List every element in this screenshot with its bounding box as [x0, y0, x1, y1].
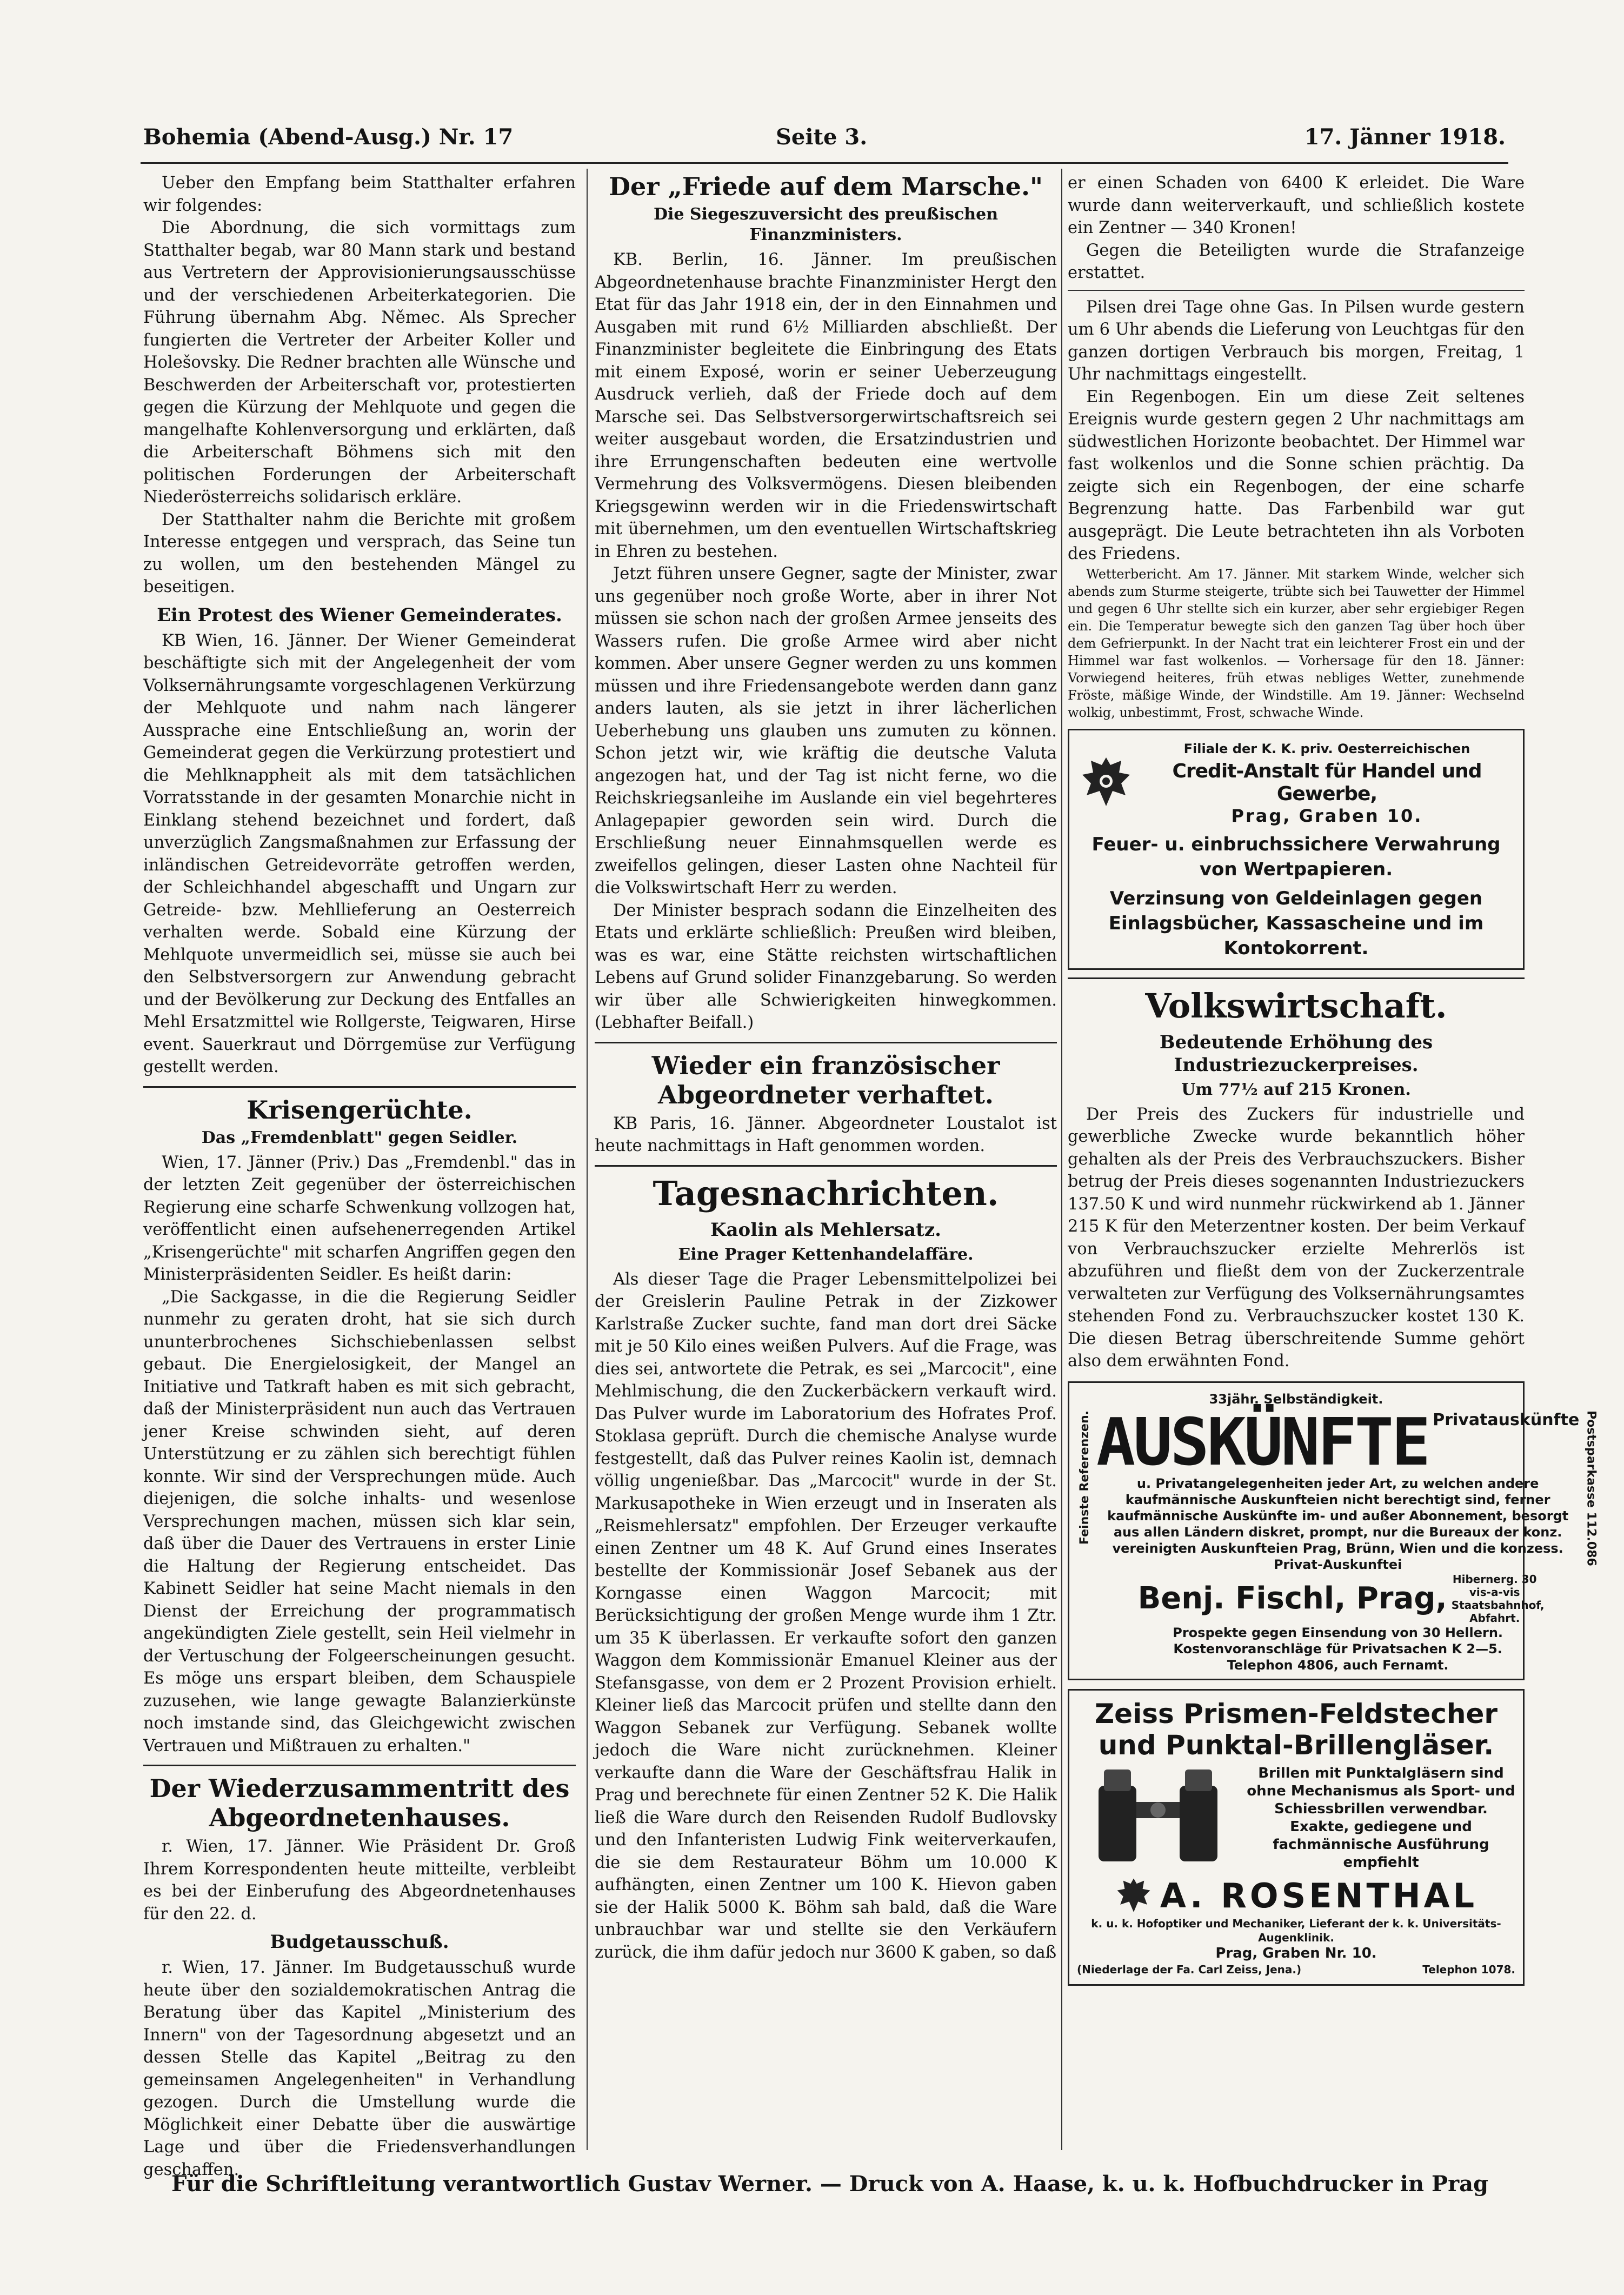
double-eagle-icon — [1115, 1875, 1153, 1917]
double-eagle-icon — [1079, 753, 1133, 813]
ad-ausk-side: Privatauskünfte — [1433, 1411, 1580, 1429]
paragraph: Der Minister besprach sodann die Einzelheiten des Etats und erklärte schließlich: Preußen wird bleiben, was es war, eine Stätte reichsten wirtschaftlichen Lebens auf Grund solider Finanzgebarung. So werden wir über alle Schwierigkeiten hinwegkommen. (Lebhafter Beifall.) — [595, 901, 1057, 1032]
headline-krisen: Krisengerüchte. — [247, 1095, 472, 1125]
paragraph: Wien, 17. Jänner (Priv.) Das „Fremdenbl." das in der letzten Zeit gegenüber der österreichischen Regierung eine scharfe Schwenkung vollzogen hat, veröffentlicht einen aufsehenerregenden Artikel „Krisengerüchte" mit scharfen Angriffen gegen den Ministerpräsidenten Seidler. Es heißt darin: — [143, 1153, 576, 1284]
headline-friede: Der „Friede auf dem Marsche." — [609, 172, 1043, 201]
masthead-issue: Bohemia (Abend-Ausg.) Nr. 17 — [143, 124, 514, 150]
column-3 — [1068, 172, 1598, 2151]
subheadline-friede: Die Siegeszuversicht des preußischen Finanzministers. — [653, 205, 999, 244]
ad-zeiss-txt: Brillen mit Punktalgläsern sind ohne Mechanismus als Sport- und Schiessbrillen verwendbar. Exakte, gediegene und fachmännische Ausführung empfiehlt — [1247, 1765, 1515, 1871]
headline-kaolin: Kaolin als Mehlersatz. — [710, 1219, 942, 1241]
paragraph: Die Abordnung, die sich vormittags zum Statthalter begab, war 80 Mann stark und bestand aus Vertretern der Approvisionierungsausschüsse und der verschiedenen Arbeiterkategorien. Die Führung übernahm Abg. Němec. Als Sprecher fungierten die Vertreter der Arbeiter Koller und Holešovsky. Die Redner brachten alle Wünsche und Beschwerden der Arbeiterschaft vor, protestierten gegen die Kürzung der Mehlquote und gegen die mangelhafte Kohlenversorgung und erklärten, daß die Arbeiterschaft Böhmens sich mit den politischen Forderungen der Arbeiterschaft Niederösterreichs solidarisch erkläre. — [143, 218, 576, 507]
paragraph: r. Wien, 17. Jänner. Im Budgetausschuß wurde heute über den sozialdemokratischen Antrag die Beratung über das Kapitel „Ministerium des Innern" von der Tagesordnung abgesetzt und an dessen Stelle das Kapitel „Beitrag zu den gemeinsamen Angelegenheiten" in Verhandlung gezogen. Durch die Umstellung wurde die Möglichkeit einer Debatte über die auswärtige Lage und über die Friedensverhandlungen geschaffen. — [143, 1958, 576, 2179]
headline-budget: Budgetausschuß. — [270, 1931, 449, 1953]
ad-zeiss-sub: k. u. k. Hofoptiker und Mechaniker, Lieferant der k. k. Universitäts-Augenklinik. — [1091, 1917, 1501, 1944]
ad-credit-firm: Credit-Anstalt für Handel und Gewerbe, — [1172, 760, 1482, 805]
header-rule — [141, 162, 1508, 164]
page-number: Seite 3. — [776, 124, 868, 150]
paragraph: Jetzt führen unsere Gegner, sagte der Minister, zwar uns gegenüber noch große Worte, aber in ihrer Not müssen sie schon nach der großen Armee jenseits des Wassers rufen. Die große Armee wird aber nicht kommen. Aber unsere Gegner werden zu uns kommen müssen und ihre Friedensangebote werden dann ganz anders lauten, als sie jetzt in ihrer lächerlichen Ueberhebung uns glauben uns zumuten zu können. Schon jetzt wir, wie kräftig die deutsche Valuta angezogen hat, und der Tag ist nicht ferne, wo die Reichskriegsanleihe im Auslande ein viel begehrteres Anlagepapier geworden sein wird. Durch die Erschließung neuer Einnahmsquellen werde es zweifellos gelingen, dieser Lasten ohne Nachteil für die Volkswirtschaft Herr zu werden. — [595, 564, 1057, 897]
ad-credit-line5: Verzinsung von Geldeinlagen gegen Einlagsbücher, Kassascheine und im Kontokorrent. — [1108, 887, 1484, 959]
ad-credit-line1: Filiale der K. K. priv. Oesterreichischen — [1183, 741, 1470, 756]
ad-credit-line4: Feuer- u. einbruchssichere Verwahrung von Wertpapieren. — [1091, 833, 1501, 880]
paragraph: Der Preis des Zuckers für industrielle und gewerbliche Zwecke wurde bekanntlich höher gehalten als der Preis des Verbrauchszuckers. Bisher betrug der Preis dieses sogenannten Industriezuckers 137.50 K und wird nunmehr rückwirkend ab 1. Jänner 215 K für den Meterzentner kosten. Der beim Verkauf von Verbrauchszucker erzielte Mehrerlös ist abzuführen und fließt dem von der Zuckerzentrale verwalteten zur Verfügung des Volksernährungsamtes stehenden Fond zu. Verbrauchszucker kostet 130 K. Die diesen Betrag überschreitende Summe gehört also dem erwähnten Fond. — [1068, 1105, 1525, 1371]
column-divider — [587, 169, 588, 2150]
printer-imprint: Für die Schriftleitung verantwortlich Gustav Werner. — Druck von A. Haase, k. u. k. Hofbuchdrucker in Prag — [171, 2171, 1489, 2197]
paragraph: Pilsen drei Tage ohne Gas. In Pilsen wurde gestern um 6 Uhr abends die Lieferung von Leuchtgas für den ganzen dortigen Verbrauch bis morgen, Freitag, 1 Uhr nachmittags eingestellt. — [1068, 297, 1525, 384]
paragraph: KB. Berlin, 16. Jänner. Im preußischen Abgeordnetenhause brachte Finanzminister Hergt den Etat für das Jahr 1918 ein, der in den Einnahmen und Ausgaben mit rund 6½ Milliarden abschließt. Der Finanzminister begleitete die Einbringung des Etats mit einem Exposé, worin er seiner Ueberzeugung Ausdruck verlieh, daß der Friede doch auf dem Marsche sei. Das Selbstversorgerwirtschaftsreich sei weiter ausgebaut worden, die Ersatzindustrien und ihre Errungenschaften bedeuten eine wertvolle Vermehrung des Volksvermögens. Diesen bleibenden Kriegsgewinn werden wir in die Friedenswirtschaft mit übernehmen, um den eventuellen Wirtschaftskrieg in Ehren zu bestehen. — [595, 250, 1057, 561]
article-rule — [143, 1086, 576, 1088]
ad-ausk-left: Feinste Referenzen. — [1078, 1411, 1091, 1545]
ad-ausk-tel: Telephon 4806, auch Fernamt. — [1227, 1658, 1449, 1673]
ad-ausk-pros: Prospekte gegen Einsendung von 30 Hellern. Kostenvoranschläge für Privatsachen K 2—5. — [1173, 1625, 1503, 1657]
ad-ausk-body: u. Privatangelegenheiten jeder Art, zu welchen andere kaufmännische Auskunfteien nicht berechtigt sind, ferner kaufmännische Auskünfte im- und außer Abonnement, besorgt aus allen Ländern diskret, prompt, nur die Bureaux der konz. vereinigten Auskunfteien Prag, Brünn, Wien und die konzess. Privat-Auskunftei — [1107, 1476, 1569, 1572]
paragraph: Als dieser Tage die Prager Lebensmittelpolizei bei der Greislerin Pauline Petrak in der Zizkower Karlstraße Zucker suchte, fand man dort drei Säcke mit je 50 Kilo eines weißen Pulvers. Auf die Frage, was dies sei, antwortete die Petrak, es sei „Marcocit", eine Mehlmischung, die den Zuckerbäckern verkauft wird. Das Pulver wurde im Laboratorium des Hofrates Prof. Stoklasa geprüft. Durch die chemische Analyse wurde festgestellt, daß das Pulver reines Kaolin ist, demnach völlig ungenießbar. Das „Marcocit" wurde in der St. Markusapotheke in Wien erzeugt und in Inseraten als „Reismehlersatz" empfohlen. Der Erzeuger verkaufte einen Zentner um 48 K. Auf Grund eines Inserates bestellte der Kommissionär Josef Sebanek aus der Korngasse einen Waggon Marcocit; mit Berücksichtigung der großen Menge wurde ihm 1 Ztr. um 35 K überlassen. Er verkaufte sofort den ganzen Waggon dem Kommissionär Emanuel Kleiner aus der Stefansgasse, von dem er 2 Prozent Provision erhielt. Kleiner ließ das Marcocit prüfen und stellte dann den Waggon Sebanek zur Verfügung. Sebanek wollte jedoch die Ware nicht zurücknehmen. Kleiner verkaufte dann die Ware der Geschäftsfrau Halik in Prag und berechnete für einen Zentner 52 K. Die Halik ließ die Ware durch den Reisenden Rudolf Budlovsky und den Infanteristen Ludwig Fink weiterverkaufen, die sie dem Restaurateur Böhm um 10.000 K aufhängten, einen Zentner um 100 K. Hievon gaben sie der Halik 5000 K. Böhm sah bald, daß die Ware unbrauchbar war und stellte sie den Verkäufern zurück, die ihm dafür jedoch nur 3600 K gaben, so daß — [595, 1269, 1057, 1962]
ad-ausk-addr: Hibernerg. 30 vis-a-vis Staatsbahnhof, Abfahrt. — [1451, 1573, 1545, 1625]
paragraph: Der Statthalter nahm die Berichte mit großem Interesse entgegen und versprach, das Seine tun zu wollen, um den bestehenden Mängel zu beseitigen. — [143, 510, 576, 596]
issue-date: 17. Jänner 1918. — [1304, 124, 1506, 150]
headline-abgeordneter: Wieder ein französischer Abgeordneter verhaftet. — [651, 1050, 1000, 1109]
ad-zeiss-rosenthal: A. ROSENTHAL — [1160, 1876, 1478, 1916]
ad-ausk-right: Postsparkasse 112.086 — [1584, 1411, 1598, 1566]
column-1 — [143, 172, 576, 2179]
section-volkswirtschaft: Volkswirtschaft. — [1145, 986, 1447, 1026]
paragraph: KB Wien, 16. Jänner. Der Wiener Gemeinderat beschäftigte sich mit der Angelegenheit der vom Volksernährungsamte vorgeschlagenen Verkürzung der Mehlquote und nahm nach längerer Aussprache eine Entschließung an, worin der Gemeinderat gegen die Verkürzung protestiert und die Mehlknappheit als mit dem tatsächlichen Vorratsstande in der gesamten Monarchie nicht in Einklang stehend bezeichnet und fordert, daß unverzüglich Zangsmaßnahmen zur Erfassung der inländischen Getreidevorräte getroffen werden, der Schleichhandel abgeschafft und Ungarn zur Getreide- bzw. Mehllieferung an Oesterreich verhalten werde. Sobald eine Kürzung der Mehlquote unvermeidlich sei, müsse sie auch bei den Selbstversorgern zur Anwendung gebracht und der Bevölkerung zur Deckung des Entfalles an Mehl Ersatzmittel wie Rollgerste, Teigwaren, Hirse event. Sauerkraut und Dörrgemüse zur Verfügung gestellt werden. — [143, 631, 576, 1076]
ad-zeiss-tel: Telephon 1078. — [1422, 1963, 1515, 1976]
ad-zeiss — [1068, 1689, 1525, 1986]
subheadline-kaolin: Eine Prager Kettenhandelaffäre. — [678, 1245, 974, 1264]
ad-zeiss-h1: Zeiss Prismen-Feldstecher — [1094, 1698, 1498, 1729]
column-divider — [1061, 169, 1062, 2150]
headline-wiederzusammentritt: Der Wiederzusammentritt des Abgeordnetenhauses. — [149, 1774, 570, 1832]
paragraph: Ein Regenbogen. Ein um diese Zeit seltenes Ereignis wurde gestern gegen 2 Uhr nachmittags am südwestlichen Horizonte beobachtet. Der Himmel war fast wolkenlos und die Sonne schien prächtig. Da zeigte sich ein Regenbogen, der eine scharfe Begrenzung hatte. Das Farbenbild war gut ausgeprägt. Die Leute betrachteten ihn als Vorboten des Friedens. — [1068, 387, 1525, 563]
article-rule — [595, 1042, 1057, 1043]
paragraph: KB Paris, 16. Jänner. Abgeordneter Loustalot ist heute nachmittags in Haft genommen worden. — [595, 1114, 1057, 1155]
headline-zucker: Bedeutende Erhöhung des Industriezuckerpreises. — [1159, 1031, 1433, 1076]
ad-zeiss-addr: Prag, Graben Nr. 10. — [1215, 1945, 1377, 1961]
paragraph: „Die Sackgasse, in die die Regierung Seidler nunmehr zu geraten droht, hat sie sich durch ununterbrochenes Sichschiebenlassen selbst gebaut. Die Energielosigkeit, der Mangel an Initiative und Tatkraft haben es mit sich gebracht, daß der Ministerpräsident nun auch das Vertrauen jener Kreise schwinden sieht, auf deren Unterstützung er zu zählen sich berechtigt fühlen konnte. Wir sind der Versprechungen müde. Auch diejenigen, die solche inhalts- und wesenlose Versprechungen machen, müssen sich klar sein, daß über die Dauer des Vertrauens in erster Linie die Haltung der Regierung entscheidet. Das Kabinett Seidler hat seine Macht niemals in den Dienst der Erreichung der programmatisch angekündigten Ziele gestellt, sein Heil vielmehr in der Vertuschung der Folgeerscheinungen gesucht. Es möge uns erspart bleiben, dem Schauspiele zuzusehen, wie lange gewagte Balanzierkünste noch imstande sind, das Gleichgewicht zwischen Vertrauen und Mißtrauen zu erhalten." — [143, 1287, 576, 1755]
article-rule — [1068, 290, 1525, 291]
paragraph: er einen Schaden von 6400 K erleidet. Die Ware wurde dann weiterverkauft, und schließlich kostete ein Zentner — 340 Kronen! — [1068, 174, 1525, 237]
weather-report: Wetterbericht. Am 17. Jänner. Mit starkem Winde, welcher sich abends zum Sturme steigerte, trübte sich bei Tauwetter der Himmel und gegen 6 Uhr stellte sich ein kurzer, aber sehr ergiebiger Regen ein. Die Temperatur bewegte sich den ganzen Tag über hoch über dem Gefrierpunkt. In der Nacht trat ein leichterer Frost ein und der Himmel war fast wolkenlos. — Vorhersage für den 18. Jänner: Vorwiegend heiteres, früh etwas nebliges Wetter, zunehmende Fröste, mäßige Winde, der Windstille. Am 19. Jänner: Wechselnd wolkig, unbestimmt, Frost, schwache Winde. — [1068, 566, 1525, 720]
article-rule — [595, 1165, 1057, 1167]
paragraph: Gegen die Beteiligten wurde die Strafanzeige erstattet. — [1068, 241, 1525, 282]
ad-ausk-big: AUSKÜNFTE — [1096, 1405, 1429, 1480]
ad-credit-anstalt — [1068, 729, 1525, 970]
paragraph: r. Wien, 17. Jänner. Wie Präsident Dr. Groß Ihrem Korrespondenten heute mitteilte, verbleibt es bei der Einberufung des Abgeordnetenhauses für den 22. d. — [143, 1837, 576, 1924]
headline-protest: Ein Protest des Wiener Gemeinderates. — [157, 604, 562, 626]
article-rule — [1068, 977, 1525, 979]
column-2 — [595, 172, 1057, 2151]
ad-ausk-tagline: 33jähr. Selbständigkeit. — [1209, 1391, 1383, 1407]
ad-credit-address: Prag, Graben 10. — [1231, 806, 1423, 826]
ad-zeiss-h2: und Punktal-Brillengläser. — [1098, 1729, 1494, 1761]
subheadline-zucker: Um 77½ auf 215 Kronen. — [1181, 1080, 1411, 1099]
binoculars-icon — [1077, 1764, 1239, 1872]
ad-ausk-name: Benj. Fischl, Prag, — [1137, 1581, 1447, 1616]
paragraph: Ueber den Empfang beim Statthalter erfahren wir folgendes: — [143, 174, 576, 215]
subheadline-krisen: Das „Fremdenblatt" gegen Seidler. — [201, 1128, 518, 1147]
article-rule — [143, 1765, 576, 1766]
ad-auskuenfte — [1068, 1381, 1598, 1681]
section-tagesnachrichten: Tagesnachrichten. — [653, 1173, 999, 1213]
page-header — [143, 124, 1506, 157]
ad-zeiss-foot: (Niederlage der Fa. Carl Zeiss, Jena.) — [1077, 1963, 1302, 1976]
